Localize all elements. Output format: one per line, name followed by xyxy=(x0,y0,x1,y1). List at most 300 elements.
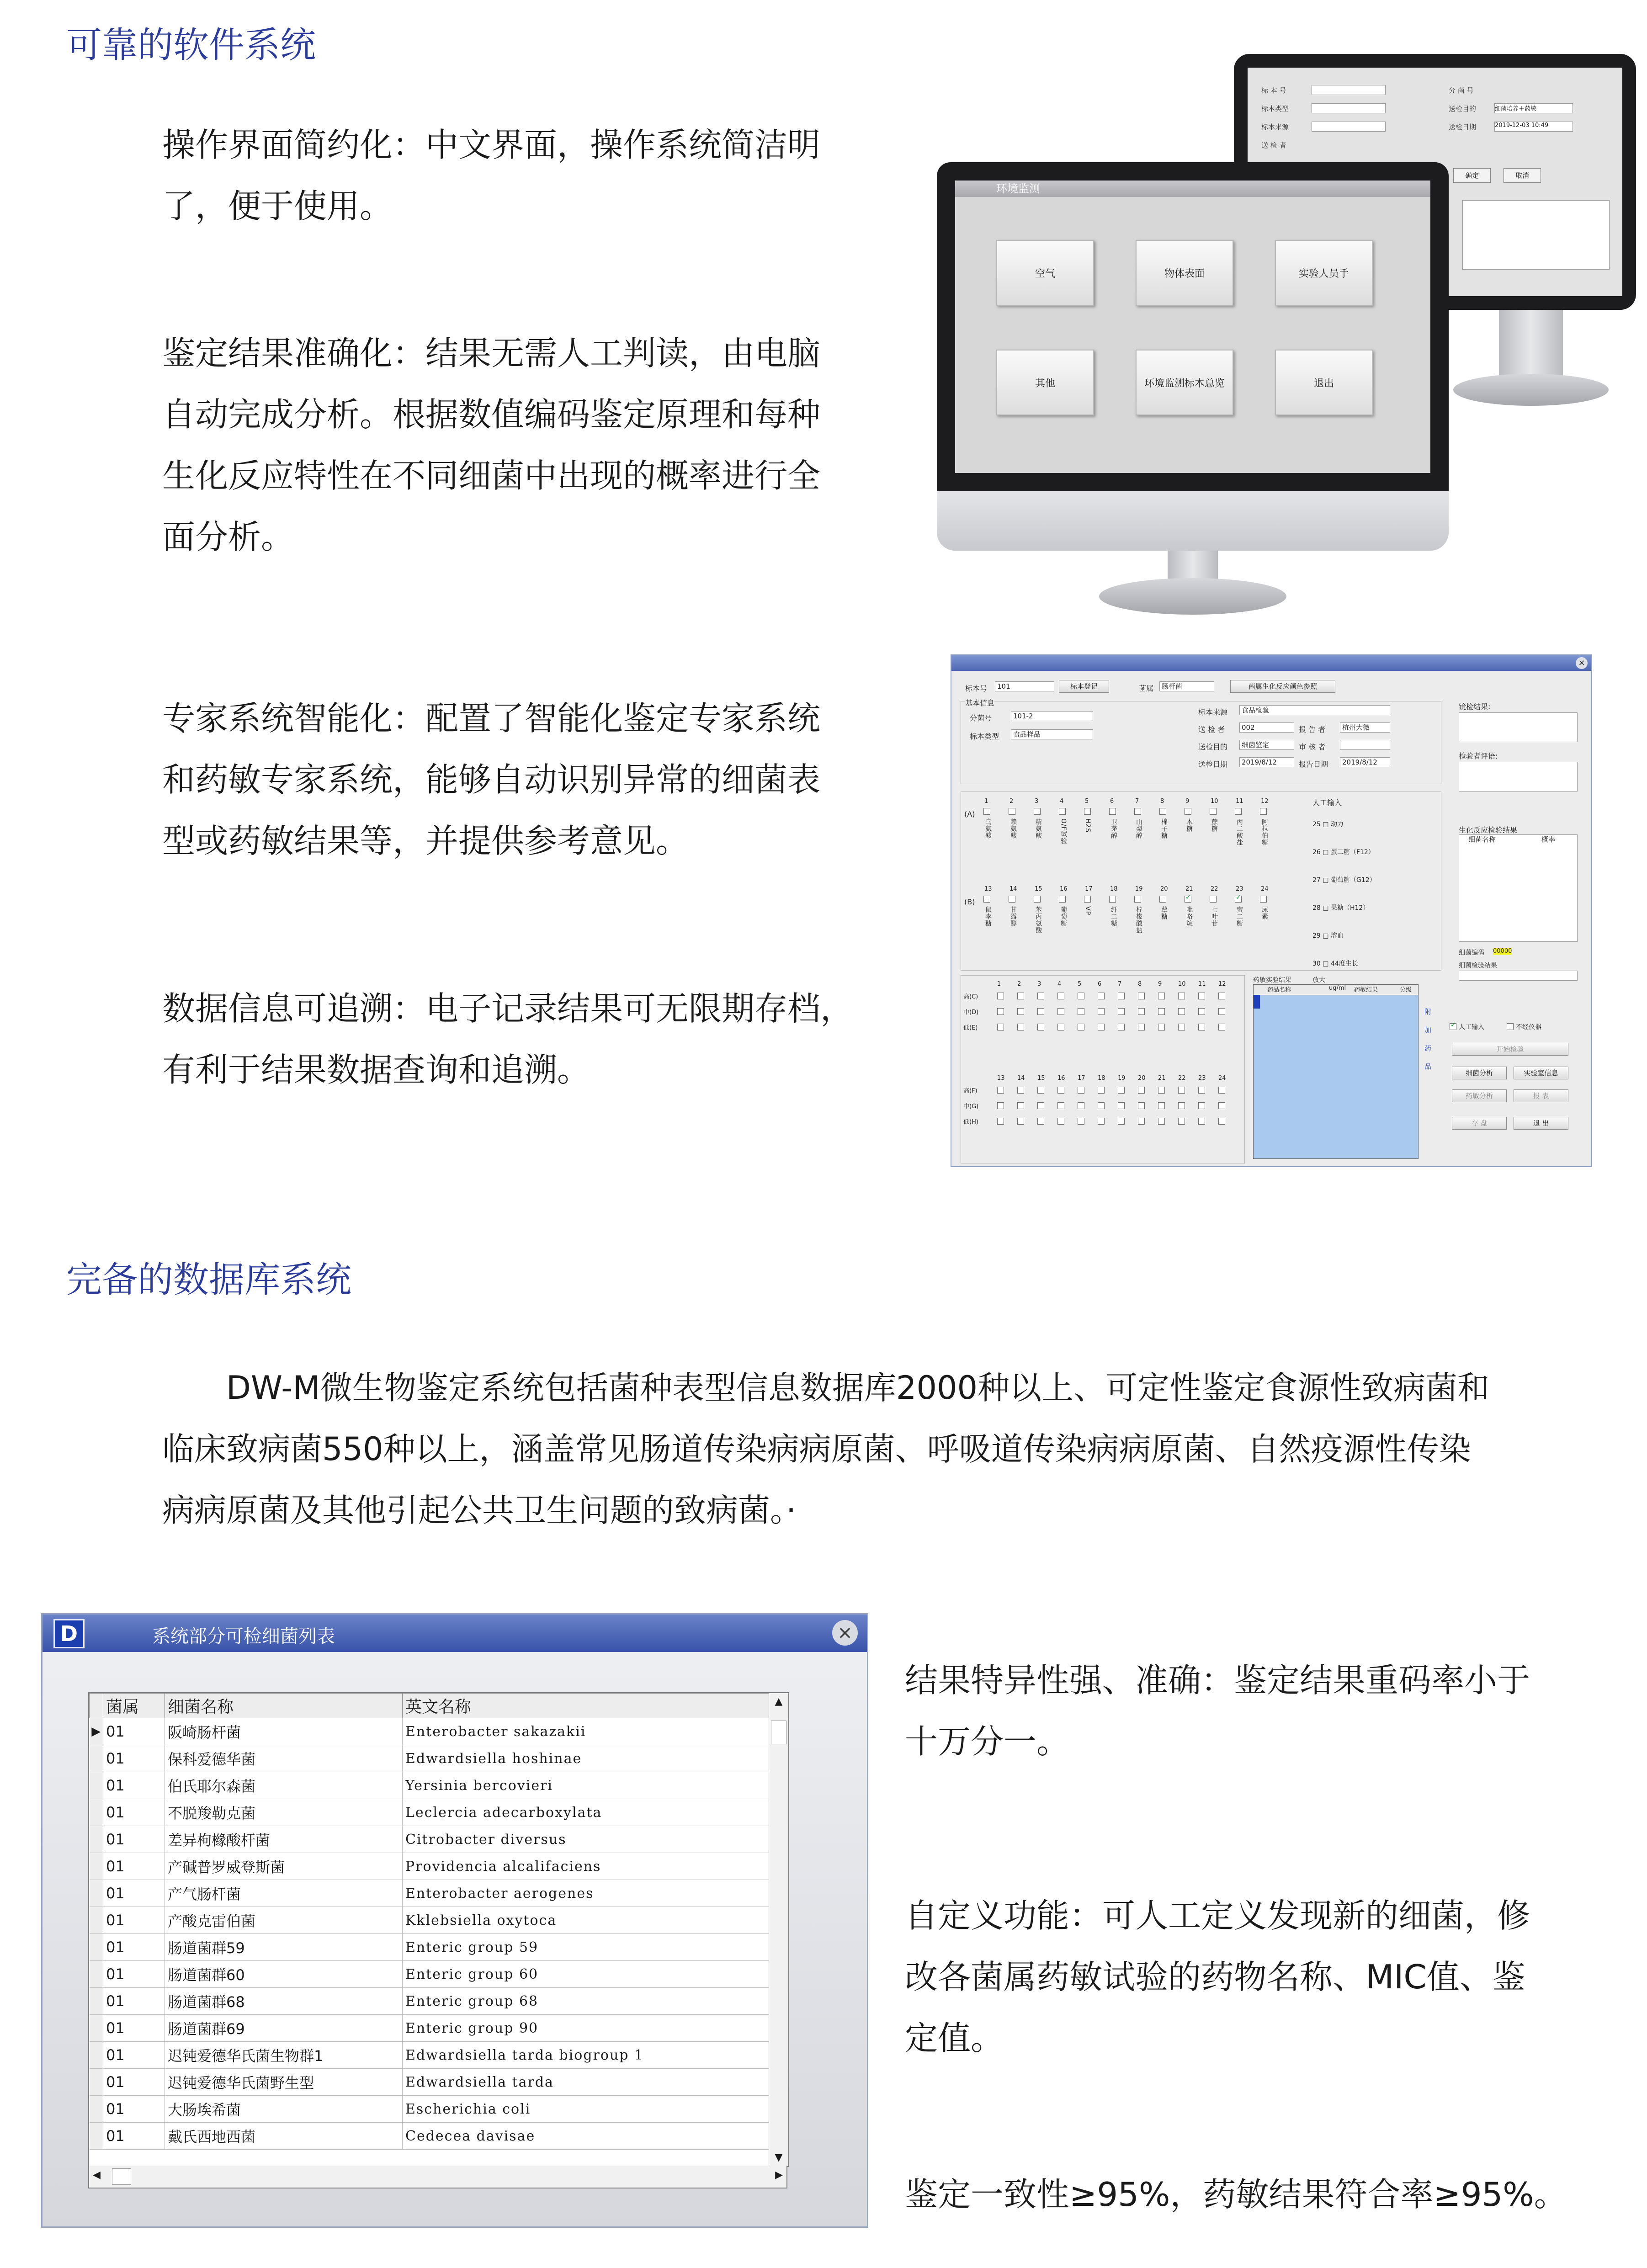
test-name: 山梨醇 xyxy=(1135,818,1142,839)
scroll-right-icon[interactable]: ▶ xyxy=(775,2169,783,2181)
test-number: 17 xyxy=(1085,886,1093,892)
test-number: 20 xyxy=(1160,886,1168,892)
text-line: 结果特异性强、准确：鉴定结果重码率小于 xyxy=(905,1661,1530,1700)
cell-english: Edwardsiella tarda biogroup 1 xyxy=(403,2042,788,2069)
table-row[interactable] xyxy=(90,1745,788,1772)
overview-button[interactable]: 环境监测标本总览 xyxy=(1136,350,1233,415)
row-indicator xyxy=(90,1988,103,2015)
col-name[interactable]: 细菌名称 xyxy=(165,1694,403,1718)
grid-checkbox[interactable] xyxy=(1158,1102,1165,1109)
microscopy-field[interactable] xyxy=(1459,712,1578,742)
test-checkbox[interactable] xyxy=(1134,896,1141,903)
grid-checkbox[interactable] xyxy=(997,993,1004,999)
grid-checkbox[interactable] xyxy=(1078,1102,1084,1109)
grid-checkbox[interactable] xyxy=(1017,1024,1024,1030)
grid-number: 18 xyxy=(1098,1075,1105,1082)
cell-genus: 01 xyxy=(103,2042,165,2069)
grid-checkbox[interactable] xyxy=(1178,993,1185,999)
grid-checkbox[interactable] xyxy=(997,1008,1004,1015)
grid-number: 10 xyxy=(1178,981,1186,988)
test-name: 柠檬酸盐 xyxy=(1135,906,1142,934)
test-checkbox[interactable] xyxy=(1159,896,1166,903)
comment-field[interactable] xyxy=(1459,762,1578,791)
grid-checkbox[interactable] xyxy=(1218,993,1225,999)
manual-item[interactable]: 25 □ 动力 xyxy=(1312,821,1344,828)
grid-checkbox[interactable] xyxy=(1037,1102,1044,1109)
test-number: 22 xyxy=(1211,886,1218,892)
back-ok-button[interactable]: 确定 xyxy=(1453,168,1491,183)
manual-input-checkbox[interactable] xyxy=(1450,1023,1456,1030)
cell-genus: 01 xyxy=(103,1718,165,1745)
add-drug-char[interactable]: 加 xyxy=(1424,1026,1432,1034)
grid-checkbox[interactable] xyxy=(1198,1087,1205,1094)
grid-number: 3 xyxy=(1037,981,1041,988)
grid-checkbox[interactable] xyxy=(1158,1118,1165,1125)
grid-checkbox[interactable] xyxy=(1218,1024,1225,1030)
specimen-type-select[interactable]: 食品样品 xyxy=(1011,729,1093,739)
genus-label: 菌属 xyxy=(1139,684,1154,693)
grid-number: 11 xyxy=(1198,981,1206,988)
text-line: 鉴定结果准确化：结果无需人工判读，由电脑 xyxy=(162,334,821,372)
source-label: 标本来源 xyxy=(1198,708,1228,717)
grid-checkbox[interactable] xyxy=(1037,1087,1044,1094)
grid-checkbox[interactable] xyxy=(1138,1008,1145,1015)
grid-checkbox[interactable] xyxy=(1057,1087,1064,1094)
cell-name: 迟钝爱德华氏菌野生型 xyxy=(165,2069,403,2096)
add-drug-char[interactable]: 附 xyxy=(1424,1008,1432,1016)
send-date-label: 送检日期 xyxy=(1198,760,1228,769)
inspector-select[interactable]: 002 xyxy=(1239,722,1294,733)
manual-item[interactable]: 27 □ 葡萄糖（G12） xyxy=(1312,876,1376,884)
grid-checkbox[interactable] xyxy=(1037,1118,1044,1125)
test-number: 14 xyxy=(1009,886,1017,892)
grid-checkbox[interactable] xyxy=(1138,1102,1145,1109)
test-checkbox[interactable] xyxy=(1084,808,1091,815)
grid-checkbox[interactable] xyxy=(1118,1102,1125,1109)
grid-number: 9 xyxy=(1158,981,1162,988)
biochem-results-table[interactable] xyxy=(1459,834,1578,942)
lab-info-button[interactable]: 实验室信息 xyxy=(1514,1067,1568,1079)
manual-item[interactable]: 30 □ 44度生长 xyxy=(1312,960,1358,967)
grid-checkbox[interactable] xyxy=(1118,1024,1125,1030)
table-row[interactable] xyxy=(90,1826,788,1853)
cell-name: 产气肠杆菌 xyxy=(165,1880,403,1907)
grid-row-label: 高(C) xyxy=(963,993,978,1000)
comment-label: 检验者评语: xyxy=(1459,752,1498,760)
test-number: 13 xyxy=(984,886,992,892)
table-row[interactable] xyxy=(90,1988,788,2015)
test-name: 鼠李糖 xyxy=(984,906,992,927)
back-label-1: 标 本 号 xyxy=(1261,86,1286,95)
back-date-field[interactable]: 2019-12-03 10:49 xyxy=(1494,122,1573,132)
grid-checkbox[interactable] xyxy=(1118,1087,1125,1094)
grid-checkbox[interactable] xyxy=(1118,1008,1125,1015)
grid-checkbox[interactable] xyxy=(1198,1008,1205,1015)
grid-checkbox[interactable] xyxy=(997,1118,1004,1125)
cell-english: Enteric group 68 xyxy=(403,1988,788,2015)
cell-genus: 01 xyxy=(103,2096,165,2123)
grid-checkbox[interactable] xyxy=(1198,1118,1205,1125)
exit-button[interactable]: 退出 xyxy=(1275,350,1373,415)
source-select[interactable]: 食品检验 xyxy=(1239,705,1390,715)
col-genus[interactable]: 菌属 xyxy=(103,1694,165,1718)
test-checkbox[interactable] xyxy=(1034,896,1041,903)
reporter-label: 报 告 者 xyxy=(1299,725,1326,734)
text-line: 定值。 xyxy=(905,2019,1004,2057)
surface-button[interactable]: 物体表面 xyxy=(1136,240,1233,306)
grid-checkbox[interactable] xyxy=(1057,1008,1064,1015)
test-checkbox[interactable] xyxy=(1235,896,1242,903)
grid-number: 2 xyxy=(1017,981,1021,988)
grid-checkbox[interactable] xyxy=(1017,1118,1024,1125)
back-purpose-select[interactable]: 细菌培养＋药敏 xyxy=(1494,103,1573,113)
row-indicator xyxy=(90,1907,103,1934)
result-field[interactable] xyxy=(1459,971,1578,981)
grid-number: 21 xyxy=(1158,1075,1166,1082)
grid-number: 13 xyxy=(997,1075,1005,1082)
grid-checkbox[interactable] xyxy=(1218,1102,1225,1109)
test-checkbox[interactable] xyxy=(983,896,990,903)
grid-checkbox[interactable] xyxy=(1138,1087,1145,1094)
table-row[interactable] xyxy=(90,1772,788,1799)
add-drug-char[interactable]: 品 xyxy=(1424,1062,1432,1071)
zoom-button[interactable]: 放大 xyxy=(1312,977,1325,984)
grid-number: 5 xyxy=(1078,981,1082,988)
register-button[interactable]: 标本登记 xyxy=(1059,680,1109,693)
cell-english: Escherichia coli xyxy=(403,2096,788,2123)
cell-english: Yersinia bercovieri xyxy=(403,1772,788,1799)
table-row[interactable] xyxy=(90,2042,788,2069)
ast-table[interactable] xyxy=(1253,984,1419,1159)
window-caption xyxy=(43,1615,867,1652)
test-checkbox[interactable] xyxy=(1235,808,1242,815)
test-number: 8 xyxy=(1160,798,1164,805)
back-label-7: 送检日期 xyxy=(1449,123,1477,131)
horizontal-scrollbar[interactable] xyxy=(88,2166,787,2188)
grid-checkbox[interactable] xyxy=(1178,1102,1185,1109)
cell-name: 肠道菌群60 xyxy=(165,1961,403,1988)
grid-checkbox[interactable] xyxy=(1098,1024,1105,1030)
grid-checkbox[interactable] xyxy=(1098,993,1105,999)
staff-hands-button[interactable]: 实验人员手 xyxy=(1275,240,1373,306)
grid-number: 24 xyxy=(1218,1075,1226,1082)
report-date-field[interactable]: 2019/8/12 xyxy=(1340,757,1390,767)
row-indicator xyxy=(90,1853,103,1880)
grid-number: 23 xyxy=(1198,1075,1206,1082)
grid-checkbox[interactable] xyxy=(1098,1008,1105,1015)
row-pointer-icon: ▶ xyxy=(90,1718,103,1745)
feature-specificity xyxy=(905,1650,1618,1772)
test-name: 丙二酸盐 xyxy=(1236,818,1243,846)
grid-number: 7 xyxy=(1118,981,1122,988)
purpose-select[interactable]: 细菌鉴定 xyxy=(1239,740,1294,750)
test-number: 12 xyxy=(1261,798,1269,805)
grid-checkbox[interactable] xyxy=(1178,1008,1185,1015)
reviewer-select[interactable] xyxy=(1340,740,1390,750)
feature-simple-ui xyxy=(162,114,875,237)
branch-no-label: 分菌号 xyxy=(970,714,992,722)
grid-number: 19 xyxy=(1118,1075,1126,1082)
cell-name: 伯氏耶尔森菌 xyxy=(165,1772,403,1799)
cell-genus: 01 xyxy=(103,1745,165,1772)
color-reference-button[interactable]: 菌属生化反应颜色参照 xyxy=(1230,680,1335,693)
cell-english: Edwardsiella hoshinae xyxy=(403,1745,788,1772)
grid-checkbox[interactable] xyxy=(1078,1008,1084,1015)
manual-item[interactable]: 26 □ 蛋二糖（F12） xyxy=(1312,849,1375,856)
scroll-thumb-h[interactable] xyxy=(112,2168,131,2185)
cell-genus: 01 xyxy=(103,1907,165,1934)
test-name: 蜜二糖 xyxy=(1236,906,1243,927)
grid-checkbox[interactable] xyxy=(1158,1087,1165,1094)
grid-checkbox[interactable] xyxy=(1017,1087,1024,1094)
reporter-select[interactable]: 杭州大微 xyxy=(1340,722,1390,733)
grid-row-label: 中(D) xyxy=(963,1009,979,1016)
test-name: 苯丙氨酸 xyxy=(1035,906,1042,934)
row-indicator xyxy=(90,1880,103,1907)
grid-checkbox[interactable] xyxy=(1178,1087,1185,1094)
grid-checkbox[interactable] xyxy=(1158,1008,1165,1015)
manual-input-title: 人工输入 xyxy=(1312,798,1342,807)
table-row[interactable] xyxy=(90,1880,788,1907)
test-name: 七叶苷 xyxy=(1211,906,1218,927)
grid-checkbox[interactable] xyxy=(1037,1024,1044,1030)
table-row[interactable] xyxy=(90,1853,788,1880)
text-line: 有利于结果数据查询和追溯。 xyxy=(162,1051,590,1089)
table-row[interactable] xyxy=(90,2123,788,2150)
test-checkbox[interactable] xyxy=(1084,896,1091,903)
grid-checkbox[interactable] xyxy=(1218,1118,1225,1125)
row-indicator xyxy=(90,1799,103,1826)
manual-item[interactable]: 28 □ 果糖（H12） xyxy=(1312,904,1370,912)
close-icon[interactable]: × xyxy=(1576,657,1588,669)
window-title: 系统部分可检细菌列表 xyxy=(152,1626,335,1647)
grid-checkbox[interactable] xyxy=(1218,1087,1225,1094)
cell-name: 肠道菌群59 xyxy=(165,1934,403,1961)
add-drug-char[interactable]: 药 xyxy=(1424,1044,1432,1052)
indicator-header xyxy=(90,1694,103,1718)
grid-checkbox[interactable] xyxy=(997,1087,1004,1094)
close-icon[interactable]: × xyxy=(832,1620,858,1646)
back-cancel-button[interactable]: 取消 xyxy=(1504,168,1541,183)
test-number: 9 xyxy=(1185,798,1190,805)
reviewer-label: 审 核 者 xyxy=(1299,743,1326,751)
back-label-3: 标本来源 xyxy=(1261,123,1289,131)
grid-checkbox[interactable] xyxy=(1198,1024,1205,1030)
grid-checkbox[interactable] xyxy=(1037,993,1044,999)
grid-checkbox[interactable] xyxy=(1057,1118,1064,1125)
feature-traceable-data xyxy=(162,978,893,1100)
ast-analysis-button[interactable]: 药敏分析 xyxy=(1452,1089,1507,1102)
table-row[interactable] xyxy=(90,2015,788,2042)
test-number: 21 xyxy=(1185,886,1193,892)
identification-form-screenshot xyxy=(951,654,1592,1167)
grid-checkbox[interactable] xyxy=(1198,993,1205,999)
grid-checkbox[interactable] xyxy=(1158,1024,1165,1030)
text-line: 数据信息可追溯：电子记录结果可无限期存档， xyxy=(162,989,854,1028)
feature-expert-system xyxy=(162,688,875,871)
grid-checkbox[interactable] xyxy=(1098,1102,1105,1109)
grid-checkbox[interactable] xyxy=(1218,1008,1225,1015)
test-name: VP xyxy=(1084,906,1091,916)
test-checkbox[interactable] xyxy=(1260,896,1267,903)
grid-checkbox[interactable] xyxy=(1158,993,1165,999)
text-line: 自定义功能：可人工定义发现新的细菌，修 xyxy=(905,1896,1530,1935)
table-row[interactable] xyxy=(90,1934,788,1961)
grid-checkbox[interactable] xyxy=(1057,1102,1064,1109)
back-label-5: 分 菌 号 xyxy=(1449,86,1474,95)
cell-english: Enteric group 60 xyxy=(403,1961,788,1988)
grid-checkbox[interactable] xyxy=(1138,993,1145,999)
grid-number: 6 xyxy=(1098,981,1102,988)
manual-item[interactable]: 29 □ 溶血 xyxy=(1312,932,1344,940)
grid-checkbox[interactable] xyxy=(1138,1024,1145,1030)
test-name: 蔗糖 xyxy=(1211,818,1218,832)
cell-genus: 01 xyxy=(103,1853,165,1880)
col-english[interactable]: 英文名称 xyxy=(403,1694,788,1718)
front-window-title: 环境监测 xyxy=(955,181,1430,197)
row-indicator xyxy=(90,2015,103,2042)
bacteria-table[interactable] xyxy=(88,1692,789,2167)
test-number: 15 xyxy=(1035,886,1042,892)
test-checkbox[interactable] xyxy=(1059,896,1066,903)
grid-checkbox[interactable] xyxy=(1198,1102,1205,1109)
test-name: O/F试验 xyxy=(1060,818,1067,845)
manual-input-label: 人工输入 xyxy=(1459,1024,1484,1031)
test-name: 乌氨酸 xyxy=(984,818,992,839)
test-checkbox[interactable] xyxy=(1109,896,1116,903)
test-checkbox[interactable] xyxy=(983,808,990,815)
start-test-button[interactable]: 开始检验 xyxy=(1452,1043,1568,1056)
table-row[interactable] xyxy=(90,1907,788,1934)
grid-checkbox[interactable] xyxy=(1017,1008,1024,1015)
air-button[interactable]: 空气 xyxy=(996,240,1094,306)
genus-select[interactable]: 肠杆菌 xyxy=(1159,681,1214,691)
row-indicator xyxy=(90,1745,103,1772)
app-logo: D xyxy=(53,1619,85,1648)
table-row[interactable] xyxy=(90,1718,788,1745)
test-checkbox[interactable] xyxy=(1134,808,1141,815)
grid-checkbox[interactable] xyxy=(1078,993,1084,999)
grid-checkbox[interactable] xyxy=(1138,1118,1145,1125)
test-checkbox[interactable] xyxy=(1034,808,1041,815)
vertical-scrollbar[interactable] xyxy=(769,1693,788,2166)
text-line: 面分析。 xyxy=(162,518,294,556)
table-row[interactable] xyxy=(90,2096,788,2123)
result-label: 细菌检验结果 xyxy=(1459,962,1497,969)
cell-english: Enterobacter sakazakii xyxy=(403,1718,788,1745)
grid-checkbox[interactable] xyxy=(1078,1118,1084,1125)
section-heading-software: 可靠的软件系统 xyxy=(66,25,316,66)
test-checkbox[interactable] xyxy=(1009,896,1015,903)
save-button[interactable]: 存 盘 xyxy=(1452,1117,1507,1130)
scroll-down-icon[interactable]: ▼ xyxy=(775,2152,783,2163)
grid-checkbox[interactable] xyxy=(1178,1118,1185,1125)
grid-checkbox[interactable] xyxy=(997,1024,1004,1030)
cell-english: Enteric group 90 xyxy=(403,2015,788,2042)
test-number: 3 xyxy=(1035,798,1039,805)
row-indicator xyxy=(90,2123,103,2150)
cell-name: 保科爱德华菌 xyxy=(165,1745,403,1772)
grid-number: 16 xyxy=(1057,1075,1065,1082)
test-checkbox[interactable] xyxy=(1009,808,1015,815)
scroll-left-icon[interactable]: ◀ xyxy=(93,2169,101,2181)
bacteria-analysis-button[interactable]: 细菌分析 xyxy=(1452,1067,1507,1079)
no-instrument-checkbox[interactable] xyxy=(1507,1023,1514,1030)
grid-checkbox[interactable] xyxy=(1017,1102,1024,1109)
back-label-4: 送 检 者 xyxy=(1261,141,1286,149)
microscopy-label: 镜检结果: xyxy=(1459,702,1491,711)
test-checkbox[interactable] xyxy=(1260,808,1267,815)
test-name: 卫茅醇 xyxy=(1110,818,1117,839)
grid-checkbox[interactable] xyxy=(1078,1087,1084,1094)
inspector-label: 送 检 者 xyxy=(1198,725,1225,734)
cell-name: 肠道菌群69 xyxy=(165,2015,403,2042)
cell-name: 产酸克雷伯菌 xyxy=(165,1907,403,1934)
grid-checkbox[interactable] xyxy=(1017,993,1024,999)
biochem-results-title: 生化反应检验结果 xyxy=(1459,826,1518,834)
scroll-thumb[interactable] xyxy=(771,1721,786,1744)
grid-row-label: 中(G) xyxy=(963,1103,979,1110)
grid-checkbox[interactable] xyxy=(1037,1008,1044,1015)
test-number: 2 xyxy=(1009,798,1014,805)
cell-genus: 01 xyxy=(103,1880,165,1907)
report-button[interactable]: 报 表 xyxy=(1514,1089,1568,1102)
cell-name: 差异枸橼酸杆菌 xyxy=(165,1826,403,1853)
grid-checkbox[interactable] xyxy=(1118,1118,1125,1125)
test-checkbox[interactable] xyxy=(1059,808,1066,815)
test-checkbox[interactable] xyxy=(1185,808,1191,815)
other-button[interactable]: 其他 xyxy=(996,350,1094,415)
report-date-label: 报告日期 xyxy=(1299,760,1328,769)
test-name: 尿素 xyxy=(1261,906,1268,920)
test-checkbox[interactable] xyxy=(1109,808,1116,815)
grid-checkbox[interactable] xyxy=(1098,1087,1105,1094)
text-line: 操作界面简约化：中文界面，操作系统简洁明 xyxy=(162,126,821,164)
specimen-no-field[interactable]: 101 xyxy=(995,681,1054,691)
test-checkbox[interactable] xyxy=(1210,808,1217,815)
basic-info-label: 基本信息 xyxy=(965,697,994,708)
test-name: H2S xyxy=(1084,818,1091,833)
grid-checkbox[interactable] xyxy=(1178,1024,1185,1030)
grid-checkbox[interactable] xyxy=(1057,1024,1064,1030)
cell-english: Edwardsiella tarda xyxy=(403,2069,788,2096)
row-indicator xyxy=(90,1826,103,1853)
grid-checkbox[interactable] xyxy=(1118,993,1125,999)
row-indicator xyxy=(90,1934,103,1961)
cell-genus: 01 xyxy=(103,2015,165,2042)
send-date-field[interactable]: 2019/8/12 xyxy=(1239,757,1294,767)
cell-genus: 01 xyxy=(103,1826,165,1853)
test-name: 精氨酸 xyxy=(1035,818,1042,839)
exit-form-button[interactable]: 退 出 xyxy=(1514,1117,1568,1130)
test-checkbox[interactable] xyxy=(1185,896,1191,903)
test-number: 1 xyxy=(984,798,988,805)
branch-no-field[interactable]: 101-2 xyxy=(1011,711,1093,721)
grid-checkbox[interactable] xyxy=(1098,1118,1105,1125)
grid-checkbox[interactable] xyxy=(997,1102,1004,1109)
table-row[interactable] xyxy=(90,1799,788,1826)
test-checkbox[interactable] xyxy=(1159,808,1166,815)
test-checkbox[interactable] xyxy=(1210,896,1217,903)
table-row[interactable] xyxy=(90,1961,788,1988)
test-number: 10 xyxy=(1211,798,1218,805)
specimen-type-label: 标本类型 xyxy=(970,732,999,741)
table-row[interactable] xyxy=(90,2069,788,2096)
grid-checkbox[interactable] xyxy=(1057,993,1064,999)
grid-checkbox[interactable] xyxy=(1078,1024,1084,1030)
scroll-up-icon[interactable]: ▲ xyxy=(775,1696,783,1707)
specimen-no-label: 标本号 xyxy=(965,684,988,693)
